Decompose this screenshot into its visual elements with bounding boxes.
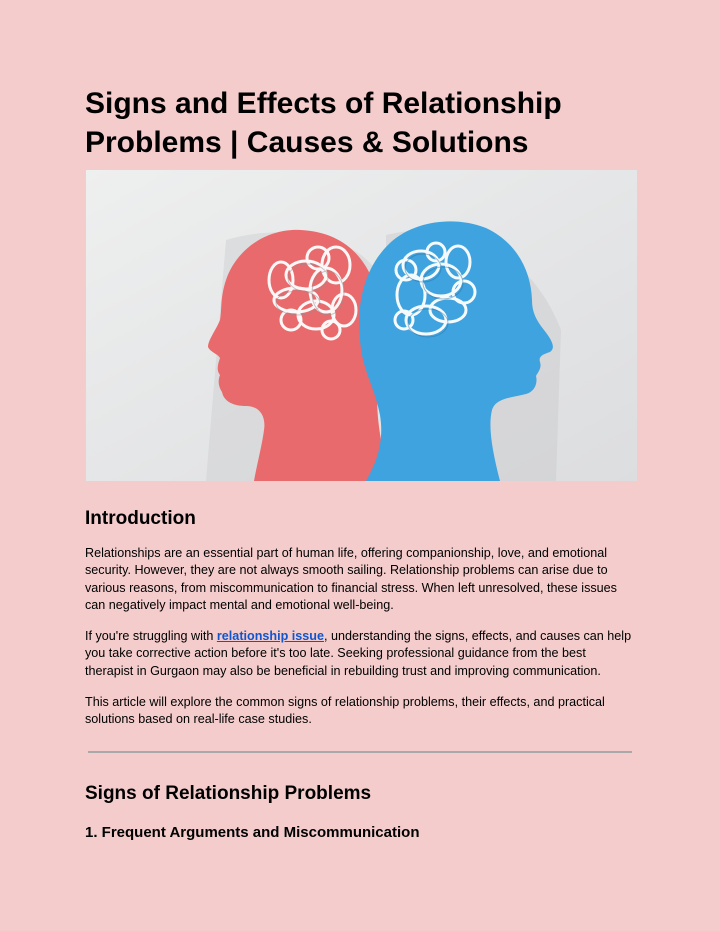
two-heads-tangled-thoughts-image [86,170,637,481]
horizontal-divider [88,751,632,753]
intro-paragraph-1: Relationships are an essential part of human life, offering companionship, love, and emotional security. However, they are not always smooth sailing. Relationship problems can arise due to various reasons, from miscommunication to financial stress. When left unresolved, these issues can negatively impact mental and emotional well-being. [85,546,617,613]
p2-text-before: If you're struggling with [85,629,217,643]
hero-image [86,170,637,481]
relationship-issue-link[interactable]: relationship issue [216,629,324,643]
page-title: Signs and Effects of Relationship Problems | Causes & Solutions [85,87,562,159]
intro-paragraph-2 [85,628,637,680]
section-heading-signs: Signs of Relationship Problems [85,783,372,804]
intro-paragraph-3: This article will explore the common signs of relationship problems, their effects, and practical solutions based on real-life case studies. [85,695,605,727]
p2-text-after: , understanding the signs, effects, and causes can help you take corrective action before it's too late. Seeking professional guidance from the best therapist in Gurgaon may also be beneficial in rebuilding trust and improving communication. [85,629,632,678]
subheading-frequent-arguments: 1. Frequent Arguments and Miscommunication [85,824,420,841]
section-heading-introduction: Introduction [85,508,196,529]
